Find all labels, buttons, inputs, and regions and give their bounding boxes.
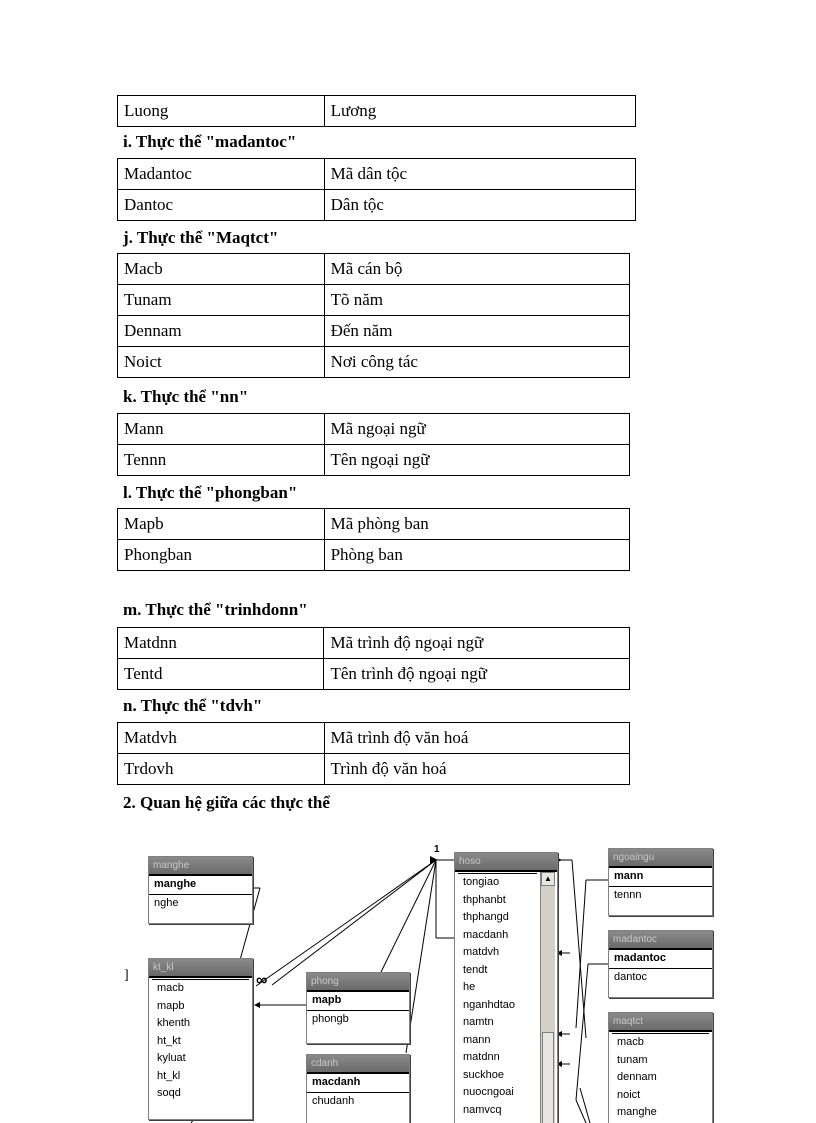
entity-hoso[interactable] <box>454 852 558 1123</box>
entity-field: namvcq <box>463 1103 502 1116</box>
entity-field: thphangd <box>463 911 509 923</box>
table-madantoc <box>117 158 636 221</box>
field-name: Tennn <box>118 445 325 476</box>
relationship-diagram <box>136 838 726 1123</box>
arrow-ktkl-mapb <box>254 1002 260 1008</box>
entity-field: mapb <box>157 999 185 1012</box>
field-desc: Mã ngoại ngữ <box>324 414 629 445</box>
field-name: Phongban <box>118 540 325 571</box>
entity-title: ngoaingu <box>609 849 712 868</box>
entity-field: noict <box>617 1088 641 1101</box>
one-cardinality-mark: 1 <box>434 844 440 855</box>
table-row <box>118 723 630 754</box>
field-name: Luong <box>118 96 325 127</box>
entity-field: tongiao <box>463 876 500 888</box>
table-row <box>118 96 636 127</box>
table-row <box>118 190 636 221</box>
table-row <box>118 754 630 785</box>
entity-key-field: mapb <box>307 992 409 1011</box>
heading-section-2: 2. Quan hệ giữa các thực thể <box>123 793 330 812</box>
entity-field: nghe <box>154 896 179 909</box>
field-desc: Tên trình độ ngoại ngữ <box>324 659 630 690</box>
scroll-thumb[interactable] <box>542 1032 554 1123</box>
entity-field: thphanbt <box>463 893 506 906</box>
entity-field: mann <box>463 1033 491 1046</box>
table-maqtct <box>117 253 630 378</box>
table-tdvh <box>117 722 630 785</box>
table-row <box>118 509 630 540</box>
field-desc: Tên ngoại ngữ <box>324 445 629 476</box>
field-name: Noict <box>118 347 325 378</box>
entity-field: dantoc <box>614 970 648 983</box>
entity-title: phong <box>307 973 409 992</box>
field-name: Dennam <box>118 316 325 347</box>
entity-fields <box>612 1033 709 1122</box>
field-desc: Dân tộc <box>324 190 635 221</box>
field-desc: Mã trình độ ngoại ngữ <box>324 628 630 659</box>
entity-field: manghe <box>617 1106 657 1118</box>
field-name: Macb <box>118 254 325 285</box>
entity-field: kyluat <box>157 1052 186 1064</box>
rel-line-ktkl-hoso <box>272 860 436 985</box>
entity-fields <box>458 873 537 1119</box>
heading-maqtct: j. Thực thể "Maqtct" <box>123 228 279 247</box>
table-row <box>118 628 630 659</box>
entity-title: maqtct <box>609 1013 712 1032</box>
entity-field: matdnn <box>463 1051 500 1063</box>
entity-title: madantoc <box>609 931 712 950</box>
entity-field: soqd <box>157 1087 181 1099</box>
entity-title: kt_kl <box>149 959 252 978</box>
entity-field: phongb <box>312 1012 349 1025</box>
rel-line-cdanh-hoso <box>406 860 436 1053</box>
table-phongban <box>117 508 630 571</box>
heading-tdvh: n. Thực thể "tdvh" <box>123 696 263 715</box>
table-row <box>118 285 630 316</box>
entity-field: ht_kl <box>157 1069 181 1082</box>
field-name: Trdovh <box>118 754 325 785</box>
entity-field: dennam <box>617 1071 657 1083</box>
table-row <box>118 540 630 571</box>
entity-field: macb <box>617 1036 644 1048</box>
entity-manghe[interactable] <box>148 856 253 924</box>
field-desc: Tõ năm <box>324 285 629 316</box>
entity-field: macdanh <box>463 928 509 941</box>
table-row <box>118 445 630 476</box>
entity-fields <box>152 979 249 1103</box>
entity-field: suckhoe <box>463 1068 504 1081</box>
field-name: Madantoc <box>118 159 325 190</box>
heading-nn: k. Thực thể "nn" <box>123 387 249 406</box>
table-row <box>118 316 630 347</box>
entity-key-field: mann <box>609 868 712 887</box>
entity-cdanh[interactable] <box>306 1054 410 1123</box>
heading-trinhdonn: m. Thực thể "trinhdonn" <box>123 600 308 619</box>
entity-field: khenth <box>157 1017 191 1029</box>
entity-ngoaingu[interactable] <box>608 848 713 916</box>
rel-line-ktkl-hoso-2 <box>256 860 436 986</box>
entity-key-field: manghe <box>149 876 252 895</box>
entity-field: macb <box>157 982 184 994</box>
field-name: Mann <box>118 414 325 445</box>
entity-field: ht_kt <box>157 1034 181 1047</box>
table-luong <box>117 95 636 127</box>
side-bracket-mark: ] <box>124 968 129 983</box>
table-row <box>118 254 630 285</box>
entity-key-field: madantoc <box>609 950 712 969</box>
field-desc: Trình độ văn hoá <box>324 754 629 785</box>
entity-field: nganhdtao <box>463 998 515 1011</box>
field-desc: Mã trình độ văn hoá <box>324 723 629 754</box>
field-desc: Lương <box>324 96 635 127</box>
table-row <box>118 347 630 378</box>
entity-key-field: macdanh <box>307 1074 409 1093</box>
table-row <box>118 659 630 690</box>
entity-maqtct[interactable] <box>608 1012 713 1123</box>
table-row <box>118 159 636 190</box>
entity-phong[interactable] <box>306 972 410 1044</box>
entity-field: matdvh <box>463 946 500 958</box>
field-desc: Mã dân tộc <box>324 159 635 190</box>
field-desc: Mã cán bộ <box>324 254 629 285</box>
field-name: Mapb <box>118 509 325 540</box>
table-trinhdonn <box>117 627 630 690</box>
entity-field: tennn <box>614 888 642 901</box>
field-desc: Đến năm <box>324 316 629 347</box>
field-desc: Mã phòng ban <box>324 509 629 540</box>
entity-title: hoso <box>455 853 557 872</box>
field-name: Tunam <box>118 285 325 316</box>
entity-madantoc[interactable] <box>608 930 713 998</box>
field-name: Tentd <box>118 659 324 690</box>
heading-madantoc: i. Thực thể "madantoc" <box>123 132 297 151</box>
field-name: Matdnn <box>118 628 324 659</box>
table-row <box>118 414 630 445</box>
field-name: Dantoc <box>118 190 325 221</box>
entity-field: nuocngoai <box>463 1086 514 1098</box>
heading-phongban: l. Thực thể "phongban" <box>123 483 298 502</box>
table-nn <box>117 413 630 476</box>
field-desc: Nơi công tác <box>324 347 629 378</box>
rel-line-bottom-2 <box>580 1088 590 1123</box>
entity-kt-kl[interactable] <box>148 958 253 1120</box>
entity-title: manghe <box>149 857 252 876</box>
entity-field: namtn <box>463 1016 494 1028</box>
field-desc: Phòng ban <box>324 540 629 571</box>
entity-field: chudanh <box>312 1094 355 1107</box>
scroll-up-icon[interactable]: ▲ <box>541 872 555 886</box>
hoso-scrollbar[interactable] <box>540 872 555 1123</box>
entity-title: cdanh <box>307 1055 409 1074</box>
field-name: Matdvh <box>118 723 325 754</box>
many-cardinality-mark: ∞ <box>256 972 268 989</box>
arrow-hoso-one <box>430 856 438 864</box>
entity-field: he <box>463 981 476 993</box>
entity-field: tunam <box>617 1053 648 1066</box>
entity-field: tendt <box>463 963 488 976</box>
